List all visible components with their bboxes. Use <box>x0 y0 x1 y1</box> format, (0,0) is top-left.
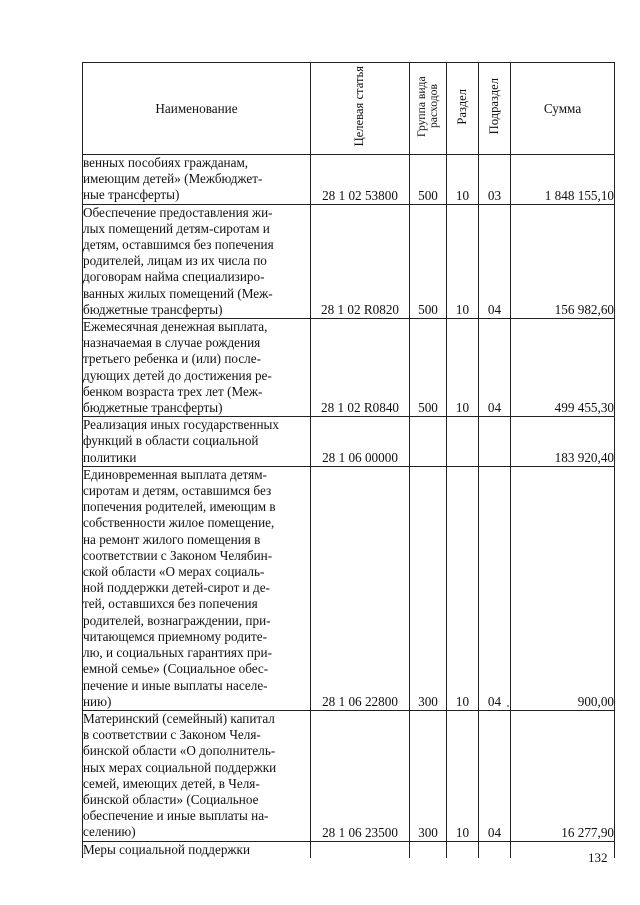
row-name <box>83 841 311 858</box>
row-name-line: назначаемая в случае рождения <box>83 335 261 351</box>
row-name-line: в соответствии с Законом Челя- <box>83 727 261 743</box>
row-name-line: Материнский (семейный) капитал <box>83 710 275 726</box>
header-name: Наименование <box>83 63 311 155</box>
row-name-line: селению) <box>83 824 136 840</box>
header-sum: Сумма <box>511 63 615 155</box>
header-section: Раздел <box>447 63 479 155</box>
row-section <box>447 417 479 467</box>
table-row <box>83 417 615 467</box>
row-subsection: 04 <box>479 204 511 318</box>
row-name-line: Ежемесячная денежная выплата, <box>83 319 268 335</box>
row-section: 10 <box>447 466 479 710</box>
row-name-line: бинской области» (Социальное <box>83 791 259 807</box>
row-name-line: ных мерах социальной поддержки <box>83 759 277 775</box>
table-row <box>83 155 615 205</box>
table-row <box>83 841 615 858</box>
row-expense-group <box>410 841 447 858</box>
row-name <box>83 204 311 318</box>
row-target-article: 28 1 06 22800 <box>311 466 410 710</box>
row-name-line: функций в области социальной <box>83 433 259 449</box>
table-row <box>83 204 615 318</box>
row-sum: 499 455,30 <box>511 319 615 417</box>
row-subsection <box>479 417 511 467</box>
row-name-line: бенком возраста трех лет (Меж- <box>83 383 263 399</box>
header-expense-group: Группа вида расходов <box>410 63 447 155</box>
row-name <box>83 155 311 205</box>
row-expense-group: 300 <box>410 466 447 710</box>
row-section: 10 <box>447 155 479 205</box>
row-name-line: договорам найма специализиро- <box>83 269 265 285</box>
row-target-article: 28 1 06 23500 <box>311 710 410 841</box>
row-name-line: политики <box>83 449 137 465</box>
page-number: 132 <box>588 850 608 865</box>
row-name-line: на ремонт жилого помещения в <box>83 531 261 547</box>
row-sum: 156 982,60 <box>511 204 615 318</box>
row-name-line: ные трансферты) <box>83 187 180 203</box>
row-target-article: 28 1 02 R0820 <box>311 204 410 318</box>
row-subsection <box>479 841 511 858</box>
row-subsection: 04 <box>479 710 511 841</box>
row-name-line: обеспечение и иные выплаты на- <box>83 808 269 824</box>
row-name-line: дующих детей до достижения ре- <box>83 367 272 383</box>
row-name-line: попечения родителей, имеющим в <box>83 499 276 515</box>
row-name-line: тей, оставшихся без попечения <box>83 596 258 612</box>
row-name-line: нию) <box>83 693 112 709</box>
row-target-article: 28 1 02 R0840 <box>311 319 410 417</box>
row-sum: 16 277,90 <box>511 710 615 841</box>
row-name-line: бюджетные трансферты) <box>83 400 223 416</box>
table-row <box>83 319 615 417</box>
row-section: 10 <box>447 319 479 417</box>
row-name <box>83 710 311 841</box>
table-body <box>83 155 615 858</box>
row-expense-group: 300 <box>410 710 447 841</box>
row-name <box>83 466 311 710</box>
row-subsection: 03 <box>479 155 511 205</box>
row-sum: 900,00 <box>511 466 615 710</box>
row-expense-group: 500 <box>410 319 447 417</box>
row-section: 10 <box>447 710 479 841</box>
table-row <box>83 710 615 841</box>
row-name <box>83 319 311 417</box>
row-name-line: родителей, лицам из их числа по <box>83 253 267 269</box>
row-expense-group <box>410 417 447 467</box>
row-subsection: 04 <box>479 319 511 417</box>
row-name-line: венных пособиях гражданам, <box>83 155 249 170</box>
row-section: 10 <box>447 204 479 318</box>
table-row <box>83 466 615 710</box>
row-sum: 183 920,40 <box>511 417 615 467</box>
row-name-line: соответствии с Законом Челябин- <box>83 547 273 563</box>
row-name <box>83 417 311 467</box>
row-expense-group: 500 <box>410 155 447 205</box>
row-name-line: печение и иные выплаты населе- <box>83 677 268 693</box>
header-target-article: Целевая статья <box>311 63 410 155</box>
row-section <box>447 841 479 858</box>
row-target-article: 28 1 02 53800 <box>311 155 410 205</box>
row-name-line: сиротам и детям, оставшимся без <box>83 483 272 499</box>
header-subsection: Подраздел <box>479 63 511 155</box>
row-name-line: ной поддержки детей-сирот и де- <box>83 580 270 596</box>
row-target-article <box>311 841 410 858</box>
row-name-line: Единовременная выплата детям- <box>83 466 267 482</box>
row-name-line: собственности жилое помещение, <box>83 515 275 531</box>
row-name-line: ванных жилых помещений (Меж- <box>83 285 273 301</box>
budget-table <box>82 62 615 858</box>
row-name-line: детям, оставшимся без попечения <box>83 237 274 253</box>
row-name-line: бинской области «О дополнитель- <box>83 743 276 759</box>
row-name-line: Реализация иных государственных <box>83 417 279 433</box>
row-name-line: емной семье» (Социальное обес- <box>83 661 269 677</box>
row-name-line: третьего ребенка и (или) после- <box>83 351 262 367</box>
row-name-line: Меры социальной поддержки <box>83 841 251 857</box>
row-name-line: имеющим детей» (Межбюджет- <box>83 171 263 187</box>
row-name-line: лю, и социальных гарантиях при- <box>83 645 272 661</box>
row-name-line: семей, имеющих детей, в Челя- <box>83 775 260 791</box>
row-sum: 1 848 155,10 <box>511 155 615 205</box>
row-expense-group: 500 <box>410 204 447 318</box>
row-name-line: лых помещений детям-сиротам и <box>83 220 270 236</box>
row-target-article: 28 1 06 00000 <box>311 417 410 467</box>
row-name-line: бюджетные трансферты) <box>83 301 223 317</box>
row-subsection: 04 <box>479 466 511 710</box>
row-name-line: читающемся приемному родите- <box>83 628 268 644</box>
scan-speck <box>507 705 509 707</box>
table-header-row <box>83 63 615 155</box>
row-name-line: родителей, вознаграждении, при- <box>83 612 271 628</box>
row-name-line: Обеспечение предоставления жи- <box>83 204 273 220</box>
row-name-line: ской области «О мерах социаль- <box>83 564 265 580</box>
